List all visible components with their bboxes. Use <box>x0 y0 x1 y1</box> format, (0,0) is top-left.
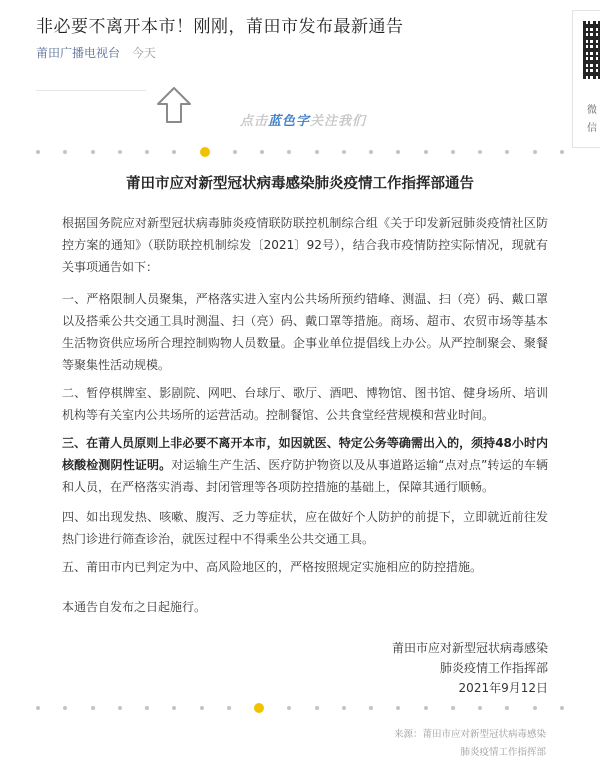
divider-dot <box>200 706 204 710</box>
divider-dot <box>63 706 67 710</box>
divider-dot <box>172 150 176 154</box>
notice-item-1: 一、严格限制人员聚集，严格落实进入室内公共场所预约错峰、测温、扫（亮）码、戴口罩以及搭乘公共交通工具时测温、扫（亮）码、戴口罩等措施。商场、超市、农贸市场等基本生活物资供应场所合理控制购物人员数量。企事业单位提倡线上办公。从严控制聚会、聚餐等聚集性活动规模。 <box>62 292 548 372</box>
account-name-link[interactable]: 莆田广播电视台 <box>36 46 121 60</box>
divider-dot <box>118 706 122 710</box>
divider-dot <box>36 150 40 154</box>
decorative-dot-row-bottom <box>36 702 564 714</box>
divider-dot <box>533 150 537 154</box>
qr-code-card[interactable] <box>572 10 600 148</box>
divider-dot <box>36 706 40 710</box>
divider-dot <box>505 706 509 710</box>
notice-item-2: 二、暂停棋牌室、影剧院、网吧、台球厅、歌厅、酒吧、博物馆、图书馆、健身场所、培训机构等有关室内公共场所的运营活动。控制餐馆、公共食堂经营规模和营业时间。 <box>62 386 548 422</box>
publish-time: 今天 <box>131 46 156 60</box>
qr-code-icon <box>583 21 600 79</box>
divider-dot <box>560 706 564 710</box>
divider-dot <box>478 150 482 154</box>
divider-dot <box>451 706 455 710</box>
divider-dot <box>91 706 95 710</box>
divider-dot <box>91 150 95 154</box>
source-line-2: 肺炎疫情工作指挥部 <box>460 747 546 758</box>
divider-dot <box>396 706 400 710</box>
divider-dot <box>315 150 319 154</box>
follow-us-hint[interactable] <box>240 110 366 129</box>
source-line-1: 来源：莆田市应对新型冠状病毒感染 <box>393 729 546 740</box>
up-arrow-icon <box>156 86 192 124</box>
notice-heading: 莆田市应对新型冠状病毒感染肺炎疫情工作指挥部通告 <box>126 176 474 192</box>
notice-item-4: 四、如出现发热、咳嗽、腹泻、乏力等症状，应在做好个人防护的前提下，立即就近前往发热门诊进行筛查诊治，就医过程中不得乘坐公共交通工具。 <box>62 510 548 546</box>
divider-dot <box>424 706 428 710</box>
divider-dot <box>118 150 122 154</box>
divider-dot-highlight <box>200 147 210 157</box>
decorative-dot-row-top <box>36 146 564 158</box>
divider-dot <box>478 706 482 710</box>
signer-line-1: 莆田市应对新型冠状病毒感染 <box>391 641 548 655</box>
notice-signature <box>392 638 548 698</box>
divider-dot <box>260 150 264 154</box>
notice-item-3 <box>62 432 548 498</box>
follow-hint-blue-text: 蓝色字 <box>268 114 311 129</box>
divider-dot <box>342 150 346 154</box>
notice-intro: 根据国务院应对新型冠状病毒肺炎疫情联防联控机制综合组《关于印发新冠肺炎疫情社区防控方案的通知》（联防联控机制综发〔2021〕92号），结合我市疫情防控实际情况，现就有关事项通告如下： <box>62 216 548 274</box>
follow-hint-suffix: 关注我们 <box>310 114 367 129</box>
follow-hint-prefix: 点击 <box>240 114 269 129</box>
divider-dot <box>315 706 319 710</box>
divider-dot <box>451 150 455 154</box>
notice-effective: 本通告自发布之日起施行。 <box>62 600 207 614</box>
notice-item-3-emphasis: 三、在莆人员原则上非必要不离开本市，如因就医、特定公务等确需出入的，须持48小时内核酸检测阴性证明。 <box>62 436 548 472</box>
divider-dot <box>369 150 373 154</box>
divider-dot <box>560 150 564 154</box>
source-credit <box>394 726 546 762</box>
notice-date: 2021年9月12日 <box>458 681 548 695</box>
divider-dot <box>424 150 428 154</box>
notice-item-3-rest: 对运输生产生活、医疗防护物资以及从事道路运输“点对点”转运的车辆和人员，在严格落实消毒、封闭管理等各项防控措施的基础上，保障其通行顺畅。 <box>62 458 548 494</box>
divider-dot <box>63 150 67 154</box>
divider-dot <box>505 150 509 154</box>
divider-dot <box>145 150 149 154</box>
divider-dot <box>396 150 400 154</box>
divider-dot <box>227 706 231 710</box>
qr-caption-char-1: 微 <box>587 105 597 116</box>
divider-dot <box>533 706 537 710</box>
divider-dot <box>172 706 176 710</box>
qr-caption-char-2: 信 <box>587 123 597 134</box>
divider-dot <box>369 706 373 710</box>
divider-dot <box>233 150 237 154</box>
divider-dot-highlight <box>254 703 264 713</box>
divider-dot <box>145 706 149 710</box>
title-divider <box>36 90 146 91</box>
divider-dot <box>342 706 346 710</box>
article-title: 非必要不离开本市！刚刚，莆田市发布最新通告 <box>36 17 404 37</box>
notice-item-5: 五、莆田市内已判定为中、高风险地区的，严格按照规定实施相应的防控措施。 <box>62 560 483 574</box>
signer-line-2: 肺炎疫情工作指挥部 <box>439 661 548 675</box>
article-meta <box>36 44 156 61</box>
divider-dot <box>287 150 291 154</box>
divider-dot <box>287 706 291 710</box>
